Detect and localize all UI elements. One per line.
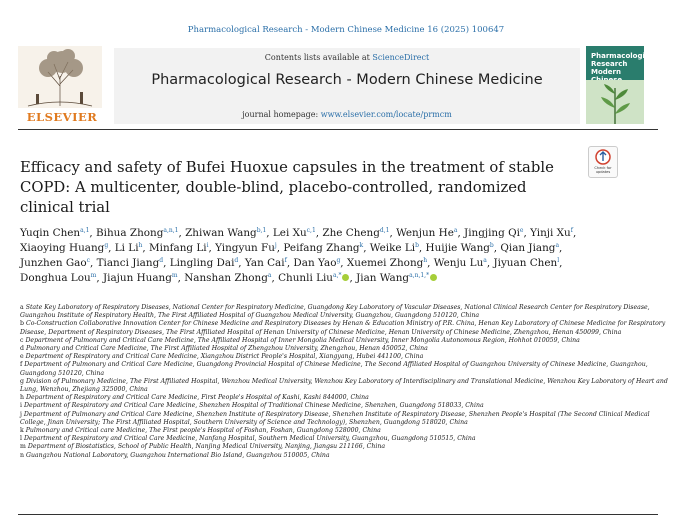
check-for-updates-badge[interactable] (588, 146, 618, 178)
author-affiliation-marks[interactable]: f (284, 257, 287, 264)
affiliation-mark: l (20, 435, 22, 443)
contents-line (114, 53, 580, 62)
author-name[interactable]: Junzhen Gao (20, 257, 87, 269)
author-entry (500, 242, 559, 254)
homepage-line (114, 110, 580, 119)
author-entry (273, 227, 316, 239)
author-entry (103, 272, 178, 284)
author-name[interactable]: Yingyun Fu (215, 242, 275, 254)
article-title: Efficacy and safety of Bufei Huoxue capsules in the treatment of stable COPD: A multicenter, double-blind, placebo-controlled, randomized clinical trial (20, 159, 554, 216)
author-affiliation-marks[interactable]: c,1 (306, 227, 316, 234)
author-affiliation-marks[interactable]: d (159, 257, 164, 264)
author-name[interactable]: Dan Yao (293, 257, 337, 269)
author-affiliation-marks[interactable]: h (138, 242, 143, 249)
author-name[interactable]: Jiyuan Chen (493, 257, 558, 269)
author-entry (322, 227, 389, 239)
author-entry (97, 257, 163, 269)
author-affiliation-marks[interactable]: a (267, 272, 272, 279)
affiliation-mark: i (20, 402, 22, 410)
affiliation-mark: a (20, 304, 24, 311)
author-entry (396, 227, 457, 239)
author-affiliation-marks[interactable]: m (171, 272, 178, 279)
author-affiliation-marks[interactable]: e (519, 227, 524, 234)
author-name[interactable]: Zhiwan Wang (185, 227, 257, 239)
affiliation-mark: d (20, 345, 24, 353)
author-affiliation-marks[interactable]: a,* (333, 272, 342, 279)
author-entry (185, 227, 266, 239)
affiliation-item (20, 427, 670, 435)
affiliation-text: Pulmonary and Critical care Medicine, The First people's Hospital of Foshan, Foshan, Guangdong 528000, China (25, 427, 381, 435)
homepage-prefix: journal homepage: (242, 110, 321, 119)
affiliation-mark: j (20, 410, 22, 418)
author-entry (278, 272, 349, 284)
journal-title: Pharmacological Research - Modern Chinese Medicine (151, 72, 543, 88)
affiliation-item (20, 378, 670, 394)
author-affiliation-marks[interactable]: a,1 (80, 227, 90, 234)
affiliation-item (20, 304, 670, 320)
affiliation-mark: h (20, 394, 24, 402)
journal-cover[interactable] (586, 46, 657, 124)
footer-divider (18, 514, 658, 515)
author-entry (245, 257, 287, 269)
affiliation-item (20, 435, 670, 443)
cover-title: Pharmacological Research Modern (591, 52, 657, 76)
author-name[interactable]: Weike Li (369, 242, 416, 254)
orcid-icon[interactable] (342, 274, 349, 281)
affiliation-text: Pulmonary and Critical Care Medicine, The First Affiliated Hospital of Zhengzhou University, Zhengzhou, Henan 450052, China (25, 345, 428, 353)
author-affiliation-marks[interactable]: a (483, 257, 487, 264)
author-entry (530, 227, 573, 239)
author-name[interactable]: Li Li (114, 242, 139, 254)
check-updates-icon (589, 147, 617, 166)
journal-reference[interactable]: Pharmacological Research - Modern Chinese Medicine 16 (2025) 100647 (187, 25, 505, 35)
author-affiliation-marks[interactable]: k (359, 242, 364, 249)
author-name[interactable]: Qian Jiang (500, 242, 556, 254)
affiliation-item (20, 345, 670, 353)
author-affiliation-marks[interactable]: l (557, 257, 560, 264)
header-divider (18, 129, 658, 130)
author-name[interactable]: Jian Wang (356, 272, 410, 284)
affiliation-mark: c (20, 336, 24, 344)
author-name[interactable]: Minfang Li (149, 242, 207, 254)
journal-homepage-link[interactable]: www.elsevier.com/locate/prmcm (320, 110, 452, 119)
author-entry (215, 242, 277, 254)
affiliation-item (20, 443, 670, 451)
check-updates-label: Check for updates (594, 166, 612, 174)
author-affiliation-marks[interactable]: g (336, 257, 341, 264)
author-name[interactable]: Donghua Lou (20, 272, 91, 284)
author-affiliation-marks[interactable]: a,n,1,* (409, 272, 430, 279)
author-affiliation-marks[interactable]: a (453, 227, 458, 234)
author-affiliation-marks[interactable]: d,1 (379, 227, 390, 234)
author-name[interactable]: Yuqin Chen (20, 227, 81, 239)
affiliation-text: Department of Biostatistics, School of Public Health, Nanjing Medical University, Nanjing, Jiangsu 211166, China (27, 443, 386, 451)
author-entry (426, 242, 494, 254)
affiliation-text: Department of Respiratory and Critical Care Medicine, Shenzhen Hospital of Traditional Chinese Medicine, Shenzhen, Guangdong 518033, China (23, 402, 484, 410)
author-entry (464, 227, 523, 239)
author-name[interactable]: Bihua Zhong (96, 227, 164, 239)
author-name[interactable]: Wenjun He (396, 227, 454, 239)
affiliation-text: Department of Respiratory and Critical Care Medicine, Nanfang Hospital, Southern Medical University, Guangzhou, Guangdong 510515, China (23, 435, 476, 443)
author-name[interactable]: Peifang Zhang (283, 242, 360, 254)
author-affiliation-marks[interactable]: b (415, 242, 419, 249)
author-affiliation-marks[interactable]: m (90, 272, 97, 279)
affiliation-item (20, 402, 670, 410)
affiliation-mark: g (20, 377, 24, 385)
author-name[interactable]: Tianci Jiang (96, 257, 160, 269)
author-entry (20, 242, 108, 254)
author-entry (170, 257, 239, 269)
author-list: Yuqin Chen$^{a,1}$, Bihua Zhong$^{a,n,1}$, Zhiwan Wang$^{b,1}$, Lei Xu$^{c,1}$, Zhe Cheng$^{d,1}$, Wenjun He$^a$, Jingjing Qi$^e$, Yinji Xu$^f$, Xiaoying Huang$^g$, Li Li$^h$, Minfang Li$^i$, Yingyun Fu$^j$, Peifang Zhang$^k$, Weike Li$^b$, Huijie Wang$^b$, Qian Jiang$^a$, Junzhen Gao$^c$, Tianci Jiang$^d$, Lingling Dai$^d$, Yan Cai$^f$, Dan Yao$^g$, Xuemei Zhong$^h$, Wenju Lu$^a$, Jiyuan Chen$^l$, Donghua Lou$^m$, Jiajun Huang$^m$, Nanshan Zhong$^a$, Chunli Liu$^{a,*}$ , Jian Wang$^{a,n,1,*}$ (20, 227, 577, 284)
author-entry (293, 257, 340, 269)
publisher-name[interactable]: ELSEVIER (26, 110, 98, 124)
author-entry (20, 227, 89, 239)
affiliation-item (20, 452, 670, 460)
affiliation-text: Department of Respiratory and Critical Care Medicine, Xiangzhou District People's Hospital, Xiangyang, Hubei 441100, China (25, 353, 424, 361)
affiliation-text: Co-Construction Collaborative Innovation Center for Chinese Medicine and Respiratory Diseases by Henan & Education Ministry of P.R. China, Henan Key Laboratory of Chinese Medicine for Respiratory Disease, Department of Respiratory Diseases, The First Affiliated Hospital of Henan University of Chinese Medicine, Henan University of Chinese Medicine, Zhengzhou, Henan 450099, China (20, 320, 666, 336)
author-entry (493, 257, 559, 269)
affiliation-mark: n (20, 451, 24, 459)
sciencedirect-link[interactable]: ScienceDirect (372, 53, 430, 62)
affiliation-item (20, 337, 670, 345)
author-name[interactable]: Chunli Liu (278, 272, 333, 284)
affiliation-text: Department of Pulmonary and Critical Care Medicine, The Affiliated Hospital of Inner Mongolia Medical University, Inner Mongolia Autonomous Region, Hohhot 010059, China (25, 336, 580, 344)
author-name[interactable]: Xiaoying Huang (20, 242, 105, 254)
author-name[interactable]: Lingling Dai (169, 257, 235, 269)
author-affiliation-marks[interactable]: h (423, 257, 428, 264)
affiliation-mark: f (20, 361, 23, 369)
author-entry (347, 257, 427, 269)
author-affiliation-marks[interactable]: a,n,1 (163, 227, 179, 234)
author-name[interactable]: Yan Cai (244, 257, 285, 269)
author-affiliation-marks[interactable]: b,1 (256, 227, 267, 234)
author-name[interactable]: Xuemei Zhong (346, 257, 424, 269)
contents-prefix: Contents lists available at (264, 53, 373, 62)
affiliation-text: Guangzhou National Laboratory, Guangzhou International Bio Island, Guangzhou 510005, China (26, 451, 330, 459)
journal-masthead (114, 48, 580, 124)
affiliation-mark: b (20, 320, 24, 328)
author-entry (283, 242, 363, 254)
affiliation-text: Department of Respiratory and Critical Care Medicine, First People's Hospital of Kashi, Kashi 844000, China (26, 394, 369, 402)
author-name[interactable]: Zhe Cheng (322, 227, 380, 239)
affiliation-list (20, 304, 670, 460)
author-name[interactable]: Yinji Xu (530, 227, 571, 239)
author-entry (115, 242, 143, 254)
author-name[interactable]: Jiajun Huang (102, 272, 172, 284)
affiliation-mark: m (20, 443, 26, 451)
author-entry (96, 227, 178, 239)
author-affiliation-marks[interactable]: f (570, 227, 573, 234)
affiliation-item (20, 361, 670, 377)
author-affiliation-marks[interactable]: i (206, 242, 209, 249)
author-entry (20, 257, 90, 269)
affiliation-mark: k (20, 427, 24, 435)
affiliation-text: State Key Laboratory of Respiratory Diseases, National Center for Respiratory Medicine, Guangdong Key Laboratory of Vascular Diseases, National Clinical Research Center for Respiratory Disease, Guangzhou Institute of Respiratory Health, The First Affiliated Hospital of Guangzhou Medical University, Guangzhou, Guangdong 510120, China (20, 304, 650, 320)
author-affiliation-marks[interactable]: a (555, 242, 560, 249)
author-affiliation-marks[interactable]: j (274, 242, 277, 249)
author-name[interactable]: Wenju Lu (433, 257, 484, 269)
author-name[interactable]: Nanshan Zhong (184, 272, 268, 284)
author-name[interactable]: Lei Xu (272, 227, 307, 239)
orcid-icon[interactable] (430, 274, 437, 281)
author-name[interactable]: Jingjing Qi (464, 227, 520, 239)
author-entry (184, 272, 271, 284)
author-entry (434, 257, 487, 269)
author-affiliation-marks[interactable]: d (234, 257, 239, 264)
affiliation-text: Division of Pulmonary Medicine, The First Affiliated Hospital, Wenzhou Medical University, Wenzhou Key Laboratory of Interdisciplinary and Translational Medicine, Wenzhou Key Laboratory of Heart and Lung, Wenzhou, Zhejiang 325000, China (20, 377, 668, 394)
author-affiliation-marks[interactable]: b (489, 242, 494, 249)
author-name[interactable]: Huijie Wang (425, 242, 490, 254)
affiliation-text: Department of Pulmonary and Critical Care Medicine, Guangdong Provincial Hospital of Chinese Medicine, The Second Affiliated Hospital of Guangzhou University of Chinese Medicine, Guangzhou, Guangdong 510120, China (20, 361, 648, 377)
affiliation-mark: e (20, 353, 24, 361)
affiliation-item (20, 411, 670, 427)
affiliation-item (20, 320, 670, 336)
author-entry (20, 272, 96, 284)
affiliation-item (20, 394, 670, 402)
cover-plant-image (586, 80, 644, 124)
author-affiliation-marks[interactable]: c (86, 257, 90, 264)
author-entry (370, 242, 419, 254)
affiliation-item (20, 353, 670, 361)
affiliation-text: Department of Pulmonary and Critical Care Medicine, Shenzhen Institute of Respiratory Disease, Shenzhen Institute of Respiratory Disease, Shenzhen People's Hospital (The Second Clinical Medical College, Jinan University; The First Affiliated Hospital, Southern University of Science and Technology), Shenzhen, Guangdong 518020, China (20, 410, 650, 426)
author-entry (356, 272, 437, 284)
author-affiliation-marks[interactable]: g (104, 242, 109, 249)
author-entry (149, 242, 209, 254)
